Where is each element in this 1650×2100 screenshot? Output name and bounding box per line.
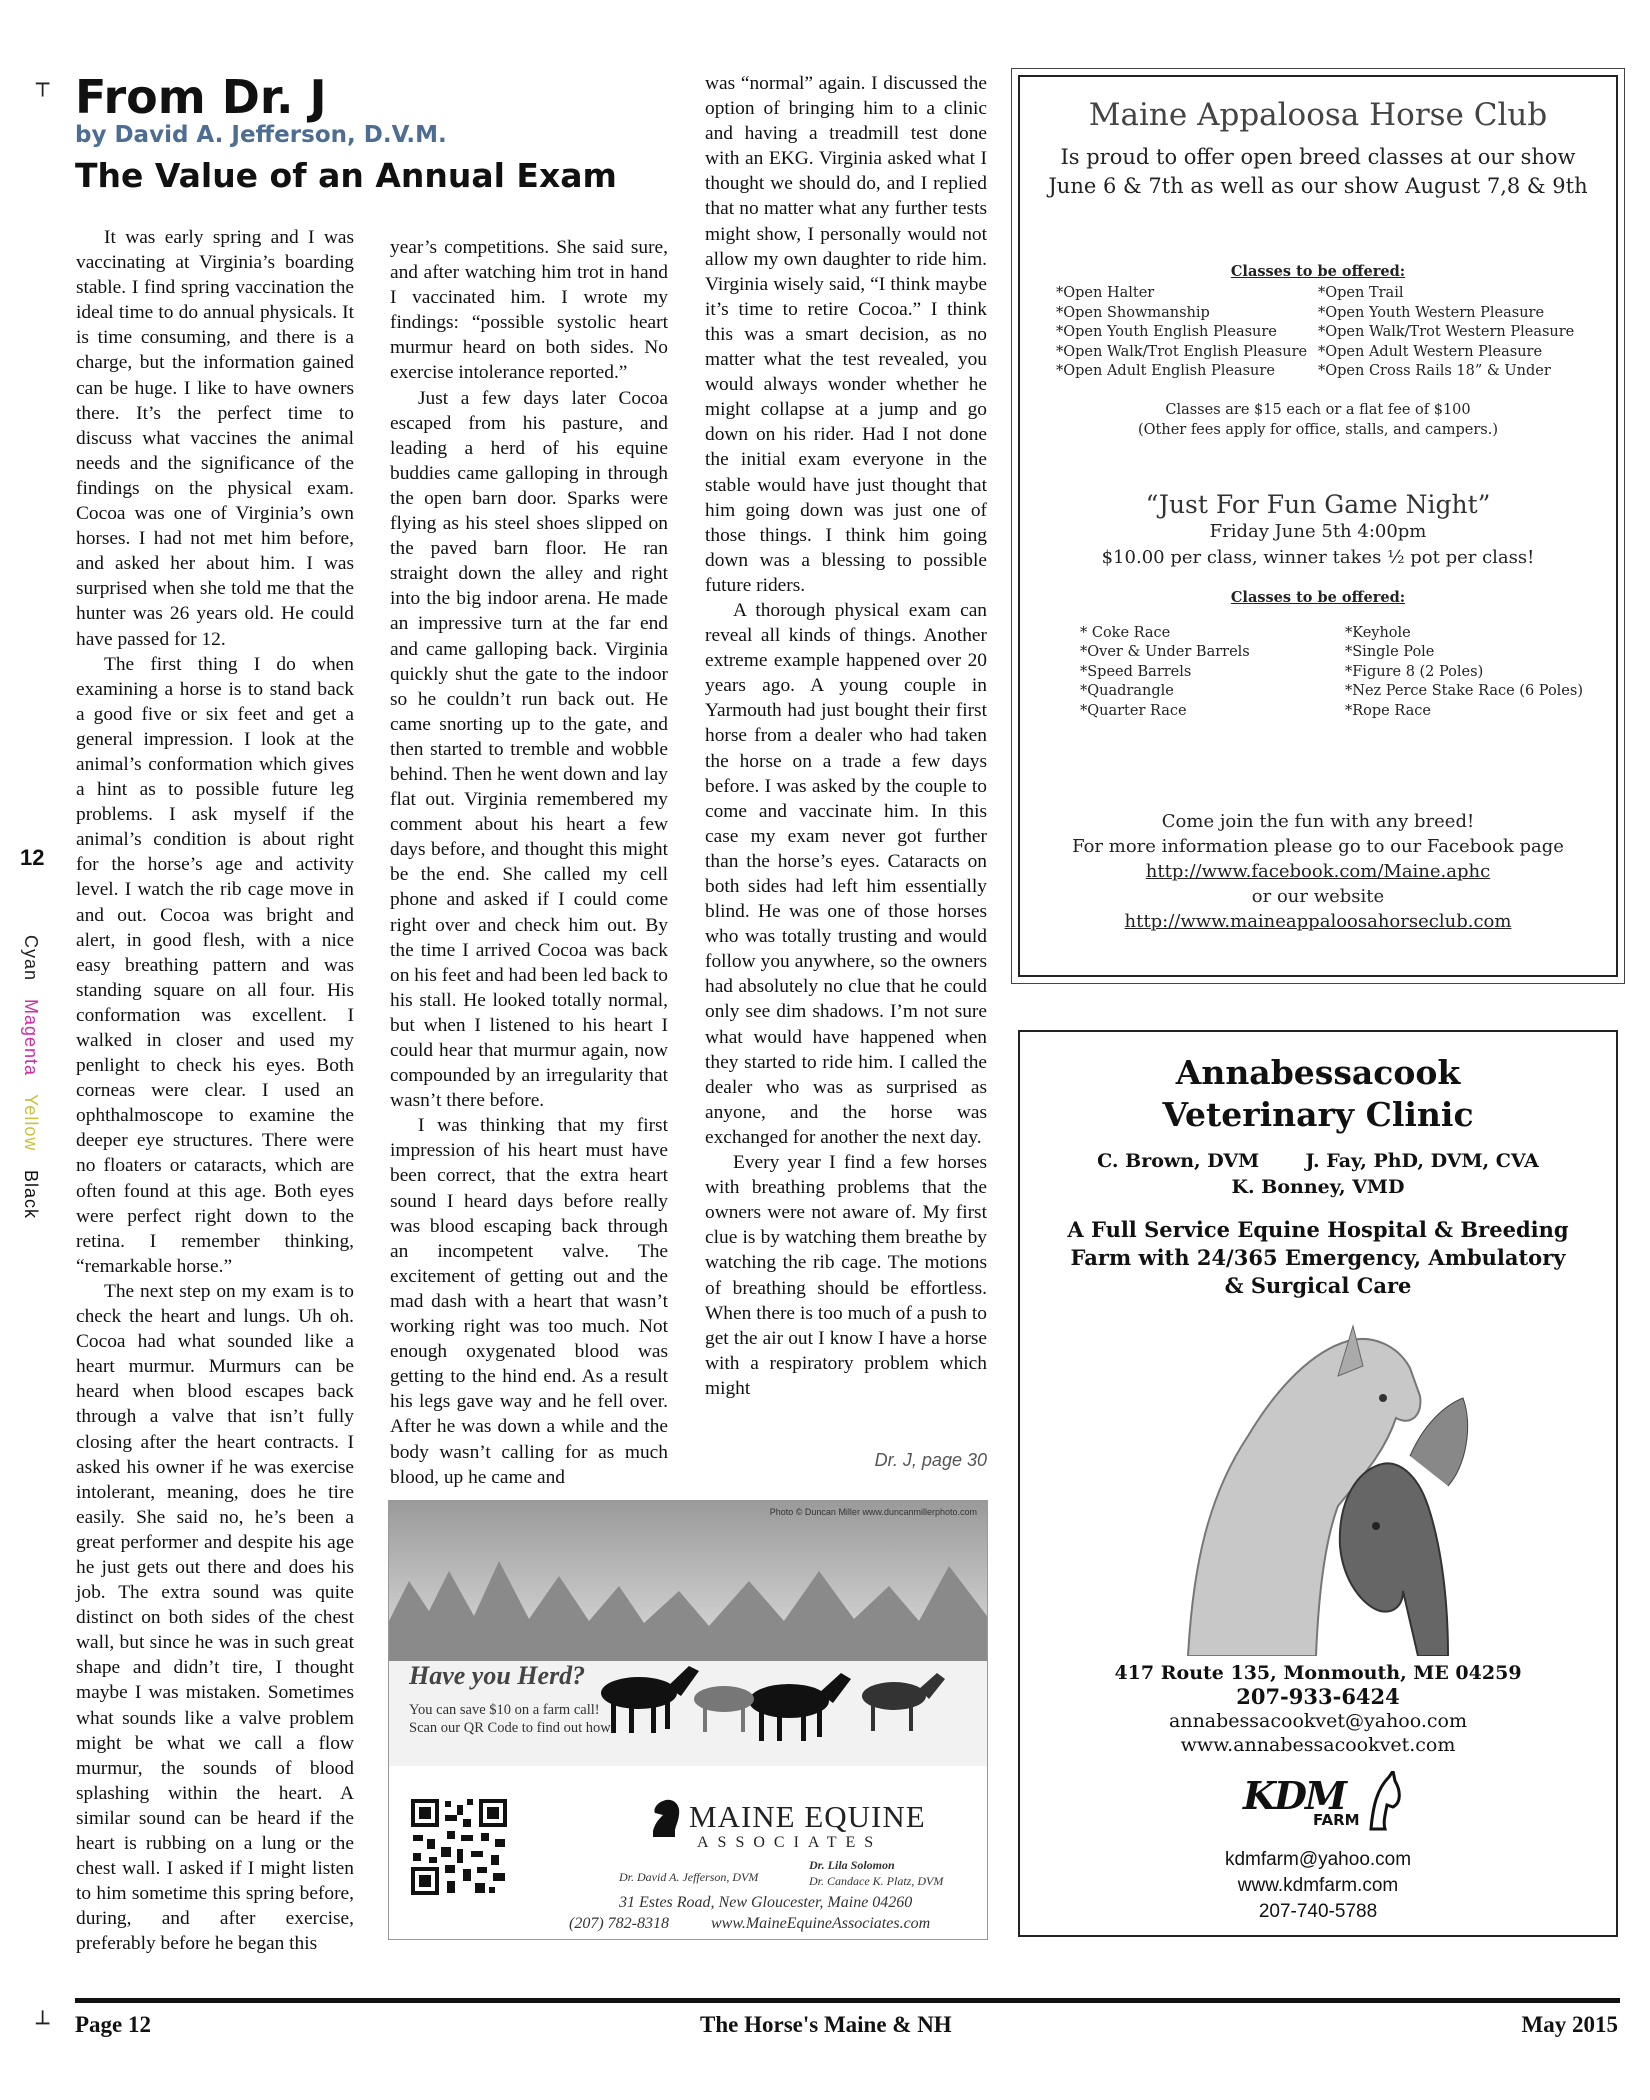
class-item: *Open Trail (1318, 285, 1404, 301)
paragraph: was “normal” again. I discussed the option of bringing him to a clinic and having a treadmill test done with an EKG. Virginia asked what I thought we should do, and I replied that no matter what any further tests might show, I personally would not allow my own daughter to ride him. Virginia wisely said, “I think maybe it’s time to retire Cocoa.” I think this was a smart decision, as no matter what the test revealed, you would always wonder whether he might collapse at a jump and go down on his rider. Had I not done the initial exam everyone in the stable would have just thought that him going down was just one of those things. I think him going down was a blessing to possible future riders. (705, 73, 987, 596)
game-left (1080, 624, 1345, 722)
doctors-line: C. Brown, DVM J. Fay, PhD, DVM, CVA (1097, 1150, 1539, 1172)
class-item: *Speed Barrels (1080, 663, 1192, 680)
class-item: *Keyhole (1345, 624, 1411, 641)
cmyk-color-bar (20, 935, 41, 1231)
class-item: *Single Pole (1345, 644, 1435, 660)
service-line: A Full Service Equine Hospital & Breeding (1067, 1217, 1569, 1242)
clinic-contact (1020, 1661, 1616, 1757)
byline: by David A. Jefferson, D.V.M. (75, 122, 447, 148)
kdm-farm-text: FARM (1313, 1811, 1360, 1829)
class-item: *Open Adult English Pleasure (1056, 363, 1275, 379)
clinic-email[interactable]: annabessacookvet@yahoo.com (1169, 1710, 1467, 1732)
clinic-name-line: Veterinary Clinic (1162, 1095, 1474, 1134)
brand-name: MAINE EQUINE (689, 1799, 926, 1834)
doctor-platz: Dr. Candace K. Platz, DVM (809, 1874, 944, 1888)
subtitle-line: Is proud to offer open breed classes at our show (1060, 145, 1576, 169)
paragraph: The first thing I do when examining a horse is to stand back a good five or six feet and get a general impression. I look at the animal’s conformation which gives a hint as to possible future leg problems. I ask myself if the animal’s condition is about right for the horse’s age and activity level. I watch the rib cage move in and out. Cocoa was bright and alert, in good flesh, with a nice easy breathing pattern and was standing square on all four. His conformation was excellent. I walked in closer and used my penlight to check his eyes. Both corneas were clear. I used an ophthalmoscope to examine the deeper eye structures. There were no floaters or cataracts, which are often found at this age. Both eyes were perfect right down to the retina. I remember thinking, “remarkable horse.” (76, 653, 354, 1277)
class-item: *Open Adult Western Pleasure (1318, 343, 1543, 360)
equine-address: 31 Estes Road, New Gloucester, Maine 04260 (619, 1894, 913, 1911)
kdm-contact (1020, 1847, 1616, 1925)
info-line: For more information please go to our Facebook page (1072, 836, 1564, 857)
clinic-name (1020, 1052, 1616, 1136)
clinic-services (1020, 1216, 1616, 1300)
clinic-address: 417 Route 135, Monmouth, ME 04259 (1114, 1662, 1522, 1684)
article-column-1 (76, 225, 354, 1956)
doctor-solomon: Dr. Lila Solomon (809, 1858, 895, 1872)
vet-clinic-ad (1018, 1030, 1618, 1937)
class-item: *Quarter Race (1080, 702, 1187, 719)
paragraph: Just a few days later Cocoa escaped from his pasture, and leading a herd of his equine buddies came galloping in through the open barn door. Sparks were flying as his steel shoes slipped on the paved barn floor. He ran straight down the alley and right into the big indoor arena. He made an impressive turn at the far end and came galloping back. Virginia quickly shut the gate to the indoor so he couldn’t run back out. He came snorting up to the gate, and then started to tremble and wobble behind. Then he went down and lay flat out. Virginia remembered my comment about his heart a few days before, and thought this might be the end. She called my cell phone and asked if I could come right over and check him out. By the time I arrived Cocoa was back on his feet and had been led back to his stall. He looked totally normal, but when I listened to his heart I could hear that murmur again, now compounded by an irregularity that wasn’t there before. (390, 387, 668, 1112)
cmyk-magenta: Magenta (21, 999, 41, 1077)
or-website: or our website (1251, 886, 1385, 907)
paragraph: It was early spring and I was vaccinating at Virginia’s boarding stable. I find spring vaccination the ideal time to do annual physicals. It is time consuming, and there is a charge, but the information gained can be huge. I like to have owners there. It’s the perfect time to discuss what vaccines the animal needs and the significance of the findings on the physical exam. Cocoa was one of Virginia’s own horses. I had not met him before, and asked her about him. I was surprised when she told me that the hunter was 26 years old. He could have passed for 12. (76, 227, 354, 650)
herd-sub-line: Scan our QR Code to find out how. (409, 1720, 614, 1736)
classes-left (1056, 284, 1318, 382)
classes-heading: Classes to be offered: (1230, 263, 1406, 280)
qr-code[interactable] (411, 1799, 507, 1895)
crop-mark-bottom: ┴ (36, 2012, 50, 2037)
class-item: *Nez Perce Stake Race (6 Poles) (1345, 683, 1583, 699)
herd-headline: Have you Herd? (409, 1661, 586, 1690)
column-title: From Dr. J (75, 70, 327, 124)
class-item: *Over & Under Barrels (1080, 644, 1250, 660)
cmyk-black: Black (21, 1169, 41, 1219)
clinic-name-line: Annabessacook (1175, 1053, 1461, 1092)
continued-link[interactable]: Dr. J, page 30 (874, 1450, 987, 1470)
herd-subtext (409, 1701, 613, 1737)
herd-sub-line: You can save $10 on a farm call! (409, 1702, 600, 1718)
appaloosa-ad (1018, 75, 1618, 977)
game-night-title: “Just For Fun Game Night” (1145, 489, 1491, 519)
equine-phone: (207) 782-8318 (569, 1915, 669, 1932)
footer-rule (75, 1998, 1620, 2003)
cmyk-yellow: Yellow (21, 1094, 41, 1152)
classes-right (1318, 284, 1574, 382)
game-date: Friday June 5th 4:00pm (1209, 520, 1427, 542)
class-item: *Open Youth English Pleasure (1056, 324, 1277, 340)
article-column-3 (705, 71, 987, 1401)
kdm-website[interactable]: www.kdmfarm.com (1237, 1875, 1399, 1896)
class-item: *Open Walk/Trot English Pleasure (1056, 343, 1308, 360)
horse-head-icon (1363, 1771, 1403, 1831)
headline: The Value of an Annual Exam (75, 156, 617, 195)
class-item: *Rope Race (1345, 702, 1431, 719)
photo-credit: Photo © Duncan Miller www.duncanmillerphoto.com (769, 1507, 977, 1517)
doctor-jefferson: Dr. David A. Jefferson, DVM (619, 1870, 759, 1884)
margin-page-number: 12 (20, 845, 45, 870)
footer-date: May 2015 (1521, 2012, 1618, 2037)
kdm-farm-logo (1233, 1771, 1403, 1841)
class-item: *Open Halter (1056, 285, 1155, 301)
horses-illustration (1148, 1306, 1488, 1656)
join-line: Come join the fun with any breed! (1161, 811, 1475, 832)
class-item: *Quadrangle (1080, 683, 1174, 699)
footer-page: Page 12 (75, 2012, 152, 2037)
article-column-2 (390, 235, 668, 1490)
kdm-phone: 207-740-5788 (1258, 1901, 1378, 1922)
game-classes-heading: Classes to be offered: (1230, 588, 1406, 606)
class-item: *Figure 8 (2 Poles) (1345, 663, 1484, 680)
knight-logo-icon (649, 1797, 683, 1837)
class-item: *Open Cross Rails 18” & Under (1318, 363, 1551, 379)
footer-publication: The Horse's Maine & NH (700, 2012, 952, 2037)
subtitle-line: June 6 & 7th as well as our show August 7,8 & 9th (1048, 174, 1588, 198)
facebook-link[interactable]: http://www.facebook.com/Maine.aphc (1145, 861, 1491, 882)
clinic-phone: 207-933-6424 (1236, 1684, 1400, 1709)
fees-line: (Other fees apply for office, stalls, and campers.) (1137, 421, 1499, 438)
appaloosa-contact (1020, 809, 1616, 934)
game-price: $10.00 per class, winner takes ½ pot per class! (1101, 546, 1535, 568)
brand-associates: ASSOCIATES (697, 1834, 883, 1851)
equine-website[interactable]: www.MaineEquineAssociates.com (711, 1915, 931, 1932)
class-item: *Open Showmanship (1056, 304, 1210, 321)
paragraph: Every year I find a few horses with breathing problems that the owners were not aware of. My first clue is by watching them breathe by watching the rib cage. The motions of breathing should be effortless. When there is too much of a push to get the air out I know I have a horse with a respiratory problem which might (705, 1152, 987, 1399)
game-right (1345, 624, 1583, 722)
class-item: * Coke Race (1080, 624, 1171, 641)
service-line: Farm with 24/365 Emergency, Ambulatory (1070, 1245, 1566, 1270)
fees (1020, 400, 1616, 440)
maine-equine-ad (388, 1500, 988, 1940)
game-night-info (1020, 519, 1616, 571)
paragraph: A thorough physical exam can reveal all kinds of things. Another extreme example happened over 20 years ago. A young couple in Yarmouth had just bought their first horse from a dealer who had taken the horse on a trade a few days before. I was asked by the couple to come and vaccinate him. In this case my exam never got further than the horse’s eyes. Cataracts on both sides had left him essentially blind. He was one of those horses who was totally trusting and would follow you anywhere, so the owners had absolutely no clue that he could only see dim shadows. I’m not sure what would have happened when they started to ride him. I called the dealer who was as surprised as anyone, and the horse was exchanged for another the next day. (705, 599, 987, 1148)
website-link[interactable]: http://www.maineappaloosahorseclub.com (1124, 911, 1512, 932)
paragraph: The next step on my exam is to check the heart and lungs. Uh oh. Cocoa had what sounded like a heart murmur. Murmurs can be heard when blood escapes back through a valve that isn’t fully closing after the heart contracts. I asked his owner if he was exercise intolerant, meaning, does he tire easily. She said no, he’s been a great performer and despite his age he just gets out there and does his job. The extra sound was quite distinct on both sides of the chest wall, but since he was in such great shape and didn’t tire, I thought maybe I was mistaken. Sometimes what sounds like a valve problem might be what we call a flow murmur, the sounds of blood splashing within the heart. A similar sound can be heard if the heart is rubbing on a lung or the chest wall. I asked if I might listen to him sometime this spring before, during, and after exercise, preferably before he began this (76, 1280, 354, 1955)
kdm-logo-text: KDM (1243, 1773, 1346, 1818)
class-item: *Open Youth Western Pleasure (1318, 304, 1545, 321)
crop-mark-top: ┬ (36, 72, 50, 97)
service-line: & Surgical Care (1224, 1273, 1412, 1298)
kdm-email[interactable]: kdmfarm@yahoo.com (1224, 1849, 1412, 1870)
paragraph: I was thinking that my first impression of his heart must have been correct, that the extra heart sound I heard days before really was blood escaping back through an incompetent valve. The excitement of getting out and the mad dash with a heart that wasn’t working right was too much. Not enough oxygenated blood was getting to the hind end. As a result his legs gave way and he fell over. After he was down a while and the body wasn’t calling for as much blood, up he came and (390, 1115, 668, 1488)
game-classes-list (1020, 624, 1616, 722)
fees-line: Classes are $15 each or a flat fee of $100 (1165, 401, 1471, 418)
appaloosa-title: Maine Appaloosa Horse Club (1088, 97, 1548, 133)
clinic-website[interactable]: www.annabessacookvet.com (1180, 1734, 1456, 1756)
class-item: *Open Walk/Trot Western Pleasure (1318, 324, 1575, 340)
appaloosa-subtitle (1020, 143, 1616, 201)
paragraph: year’s competitions. She said sure, and after watching him trot in hand I vaccinated him. I wrote my findings: “possible systolic heart murmur heard on both sides. No exercise intolerance reported.” (390, 237, 668, 384)
clinic-doctors (1020, 1148, 1616, 1200)
cmyk-cyan: Cyan (21, 935, 41, 982)
doctors-line: K. Bonney, VMD (1231, 1176, 1405, 1198)
classes-list (1020, 284, 1616, 382)
